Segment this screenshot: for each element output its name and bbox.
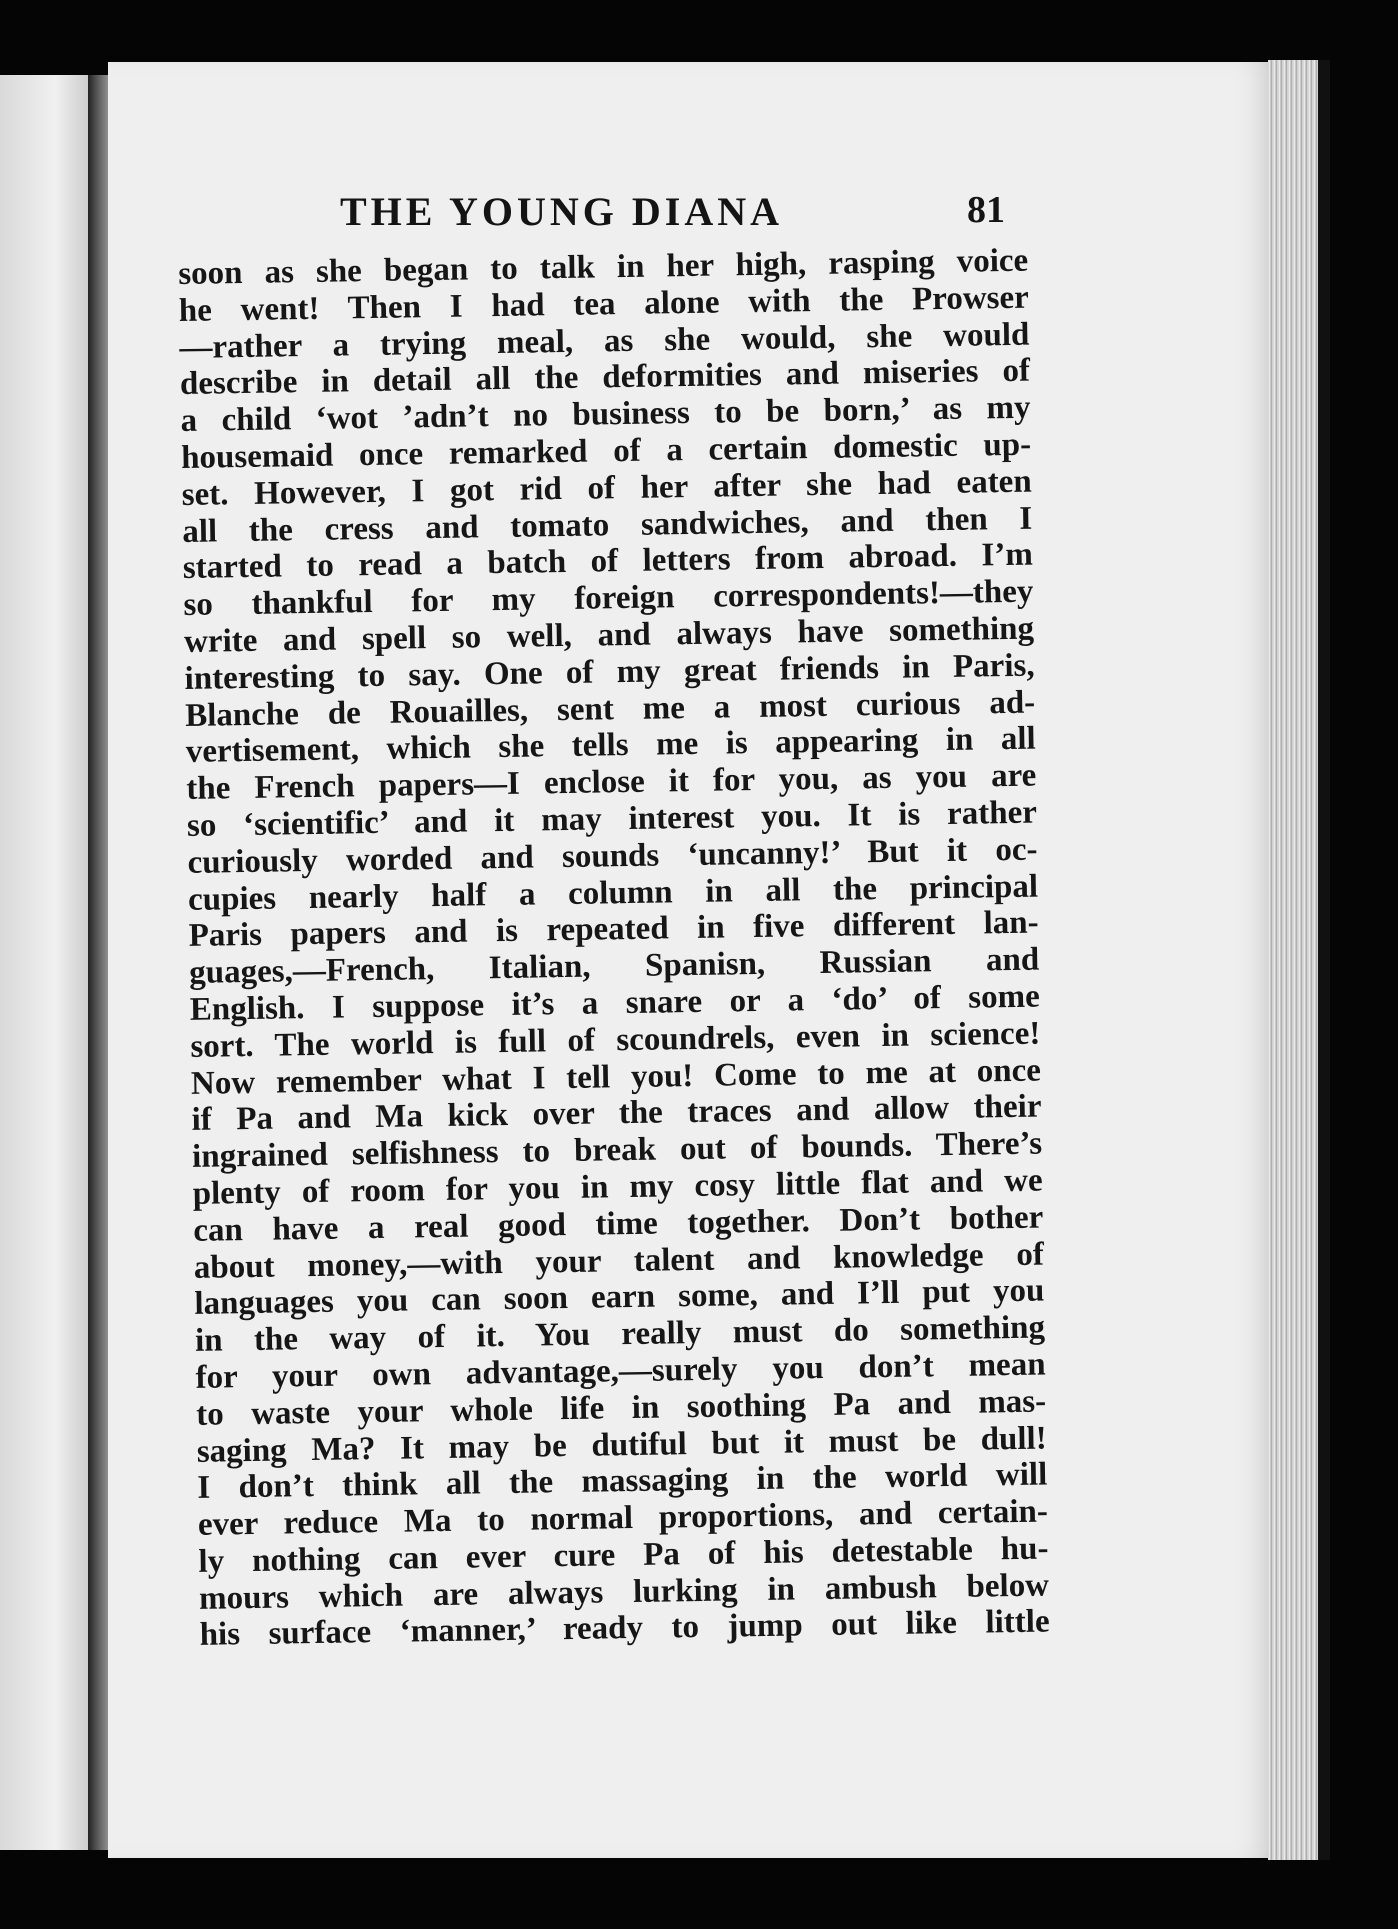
text-line: ly nothing can ever cure Pa of his detestable hu-: [198, 1530, 1049, 1580]
page-edges: [1268, 60, 1320, 1860]
text-line: sort. The world is full of scoundrels, even in science!: [190, 1015, 1041, 1065]
left-page-edge: [0, 75, 92, 1850]
text-line: saging Ma? It may be dutiful but it must be dull!: [196, 1420, 1047, 1470]
book-cover-edge: [1318, 60, 1330, 1860]
text-line: started to read a batch of letters from abroad. I’m: [182, 536, 1034, 587]
text-line: housemaid once remarked of a certain domestic up-: [180, 426, 1032, 476]
text-line: Paris papers and is repeated in five different lan-: [188, 904, 1039, 955]
text-line: he went! Then I had tea alone with the Prowser: [178, 279, 1030, 329]
text-line: write and spell so well, and always have something: [183, 610, 1035, 660]
text-line: curiously worded and sounds ‘uncanny!’ But it oc-: [187, 831, 1038, 881]
text-line: languages you can soon earn some, and I’ll put you: [194, 1272, 1045, 1323]
text-line: if Pa and Ma kick over the traces and allow their: [191, 1088, 1042, 1139]
text-line: English. I suppose it’s a snare or a ‘do’ of some: [189, 978, 1041, 1028]
text-line: —rather a trying meal, as she would, she would: [179, 316, 1030, 366]
text-line: his surface ‘manner,’ ready to jump out like little: [199, 1603, 1050, 1654]
text-line: Now remember what I tell you! Come to me at once: [190, 1052, 1042, 1102]
text-line: to waste your whole life in soothing Pa and mas-: [195, 1383, 1047, 1433]
text-line: for your own advantage,—surely you don’t mean: [195, 1346, 1046, 1396]
text-line: guages,—French, Italian, Spanisn, Russian and: [188, 941, 1040, 992]
text-line: all the cress and tomato sandwiches, and then I: [182, 500, 1033, 550]
text-line: about money,—with your talent and knowledge of: [193, 1236, 1045, 1286]
text-line: can have a real good time together. Don’t bother: [193, 1199, 1044, 1249]
text-line: vertisement, which she tells me is appearing in all: [185, 720, 1036, 771]
text-line: Blanche de Rouailles, sent me a most curious ad-: [184, 684, 1036, 734]
text-line: the French papers—I enclose it for you, as you are: [186, 757, 1037, 808]
text-line: interesting to say. One of my great friends in Paris,: [184, 647, 1035, 697]
text-line: a child ‘wot ’adn’t no business to be born,’ as my: [180, 389, 1031, 440]
text-line: so thankful for my foreign correspondents!—they: [183, 573, 1034, 624]
running-title: THE YOUNG DIANA: [340, 189, 783, 234]
text-line: so ‘scientific’ and it may interest you. It is rather: [186, 794, 1038, 844]
text-line: describe in detail all the deformities and miseries of: [179, 353, 1031, 403]
text-line: in the way of it. You really must do something: [194, 1309, 1046, 1359]
book-gutter: [88, 75, 110, 1850]
text-line: ingrained selfishness to break out of bounds. There’s: [191, 1125, 1043, 1176]
text-line: cupies nearly half a column in all the principal: [187, 868, 1039, 918]
running-head: [340, 188, 1010, 248]
text-line: plenty of room for you in my cosy little flat and we: [192, 1162, 1043, 1212]
body-text: [178, 243, 1050, 1654]
text-line: ever reduce Ma to normal proportions, and certain-: [197, 1493, 1049, 1543]
text-line: mours which are always lurking in ambush below: [198, 1567, 1050, 1617]
text-line: soon as she began to talk in her high, rasping voice: [178, 242, 1029, 292]
text-line: I don’t think all the massaging in the world will: [197, 1456, 1048, 1507]
page-number: 81: [967, 189, 1005, 231]
text-line: set. However, I got rid of her after she had eaten: [181, 463, 1032, 513]
